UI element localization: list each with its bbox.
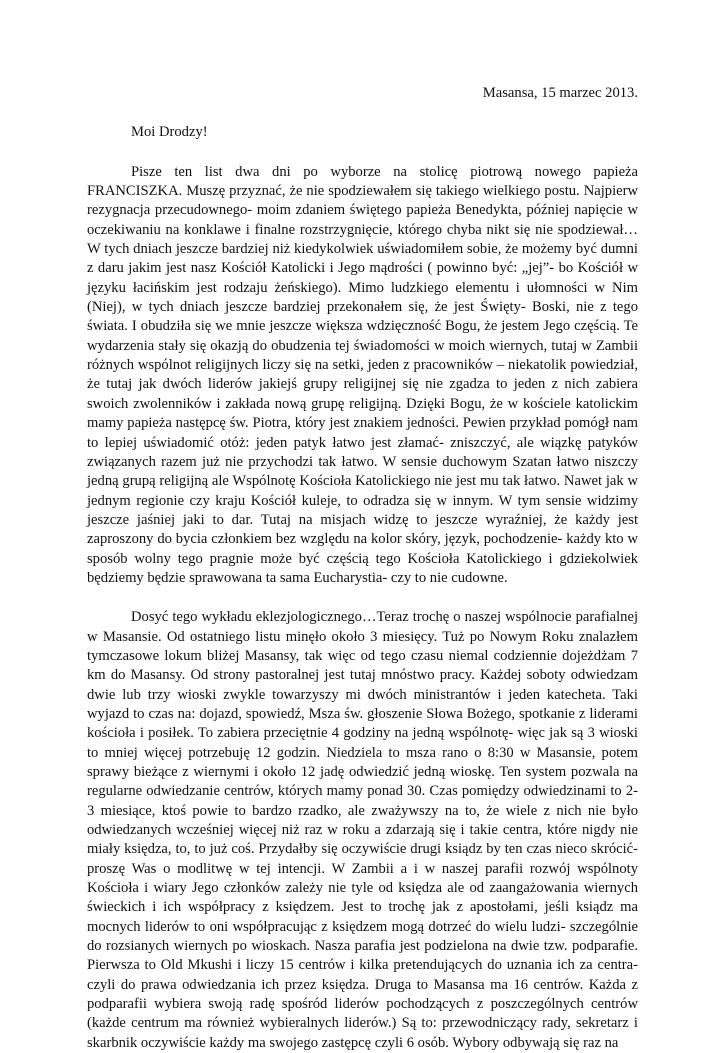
- letter-paragraph-1: Pisze ten list dwa dni po wyborze na stolicę piotrową nowego papieża FRANCISZKA. Muszę przyznać, że nie spodziewałem się takiego wielkiego postu. Najpierw rezygnacja przecudownego- moim zdaniem świętego papieża Benedykta, później napięcie w oczekiwaniu na konklawe i finalne rozstrzygnięcie, którego chyba nikt się nie spodziewał… W tych dniach jeszcze bardziej niż kiedykolwiek uświadomiłem sobie, że możemy być dumni z daru jakim jest nasz Kościół Katolicki i Jego mądrości ( powinno być: „jej”- bo Kościół w języku łacińskim jest rodzaju żeńskiego). Mimo ludzkiego elementu i ułomności w Nim (Niej), w tych dniach jeszcze bardziej przekonałem się, że jest Święty- Boski, nie z tego świata. I obudziła się we mnie jeszcze większa wdzięczność Bogu, że jestem Jego częścią. Te wydarzenia stały się okazją do obudzenia tej świadomości w moich wiernych, tutaj w Zambii różnych wspólnot religijnych liczy się na setki, jeden z pracowników – niekatolik powiedział, że tutaj jak dwóch liderów jakiejś grupy religijnej się nie zgadza to jeden z nich zabiera swoich zwolenników i zakłada nową grupę religijną. Dzięki Bogu, że w kościele katolickim mamy papieża następcę św. Piotra, który jest znakiem jedności. Pewien przykład pomógł nam to lepiej uświadomić otóż: jeden patyk łatwo jest złamać- zniszczyć, ale wiązkę patyków związanych razem już nie przychodzi tak łatwo. W sensie duchowym Szatan łatwo niszczy jedną grupą religijną ale Wspólnotę Kościoła Katolickiego nie jest mu tak łatwo. Nawet jak w jednym regionie czy kraju Kościół kuleje, to odradza się w innym. W tym sensie widzimy jeszcze jaśniej jaki to dar. Tutaj na misjach widzę to jeszcze wyraźniej, że każdy jest zaproszony do bycia członkiem bez względu na kolor skóry, język, pochodzenie- każdy kto w sposób wolny tego pragnie może być częścią tego Kościoła Katolickiego i gdziekolwiek będziemy będzie sprawowana ta sama Eucharystia- czy to nie cudowne.: [87, 163, 638, 586]
- letter-paragraph-2: Dosyć tego wykładu eklezjologicznego…Teraz trochę o naszej wspólnocie parafialnej w Masansie. Od ostatniego listu minęło około 3 miesięcy. Tuż po Nowym Roku znalazłem tymczasowe lokum bliżej Masansy, tak więc od tego czasu niemal codziennie dojeżdżam 7 km do Masansy. Od strony pastoralnej jest tutaj mnóstwo pracy. Każdej soboty odwiedzam dwie lub trzy wioski zwykle towarzyszy mi dwóch ministrantów i jeden katecheta. Taki wyjazd to czas na: dojazd, spowiedź, Msza św. głoszenie Słowa Bożego, spotkanie z liderami kościoła i posiłek. To zabiera przeciętnie 4 godziny na jedną wspólnotę- więc jak są 3 wioski to mniej więcej potrzebuję 12 godzin. Niedziela to msza rano o 8:30 w Masansie, potem sprawy bieżące z wiernymi i około 12 jadę odwiedzić jedną wioskę. Ten system pozwala na regularne odwiedzanie centrów, których mamy ponad 30. Czas pomiędzy odwiedzinami to 2-3 miesiące, ktoś powie to bardzo rzadko, ale zważywszy na to, że wiele z nich nie było odwiedzanych wcześniej więcej niż raz w roku a zdarzają się i takie centra, które nigdy nie miały księdza, to, to już coś. Przydałby się oczywiście drugi ksiądz by ten czas nieco skrócić- proszę Was o modlitwę w tej intencji. W Zambii a i w naszej parafii rozwój wspólnoty Kościoła i wiary Jego członków zależy nie tyle od księdza ale od zaangażowania wiernych świeckich i ich współpracy z księdzem. Jest to trochę jak z apostołami, jeśli ksiądz ma mocnych liderów to oni współpracując z księdzem mogą dotrzeć do wielu ludzi- szczególnie do rozsianych wiernych po wioskach. Nasza parafia jest podzielona na dwie tzw. podparafie. Pierwsza to Old Mkushi i liczy 15 centrów i kilka pretendujących do uznania ich za centra- czyli do prawa odwiedzania ich przez księdza. Druga to Masansa ma 16 centrów. Każda z podparafii wybiera swoją radę spośród liderów pochodzących z poszczególnych centrów (każde centrum ma również wybieralnych liderów.) Są to: przewodniczący rady, sekretarz i skarbnik oczywiście każdy ma swojego zastępcę czyli 6 osób. Wybory odbywają się raz na: [87, 609, 638, 1051]
- letter-page: [87, 84, 638, 1053]
- letter-greeting: Moi Drodzy!: [131, 124, 208, 141]
- letter-date: Masansa, 15 marzec 2013.: [482, 85, 638, 101]
